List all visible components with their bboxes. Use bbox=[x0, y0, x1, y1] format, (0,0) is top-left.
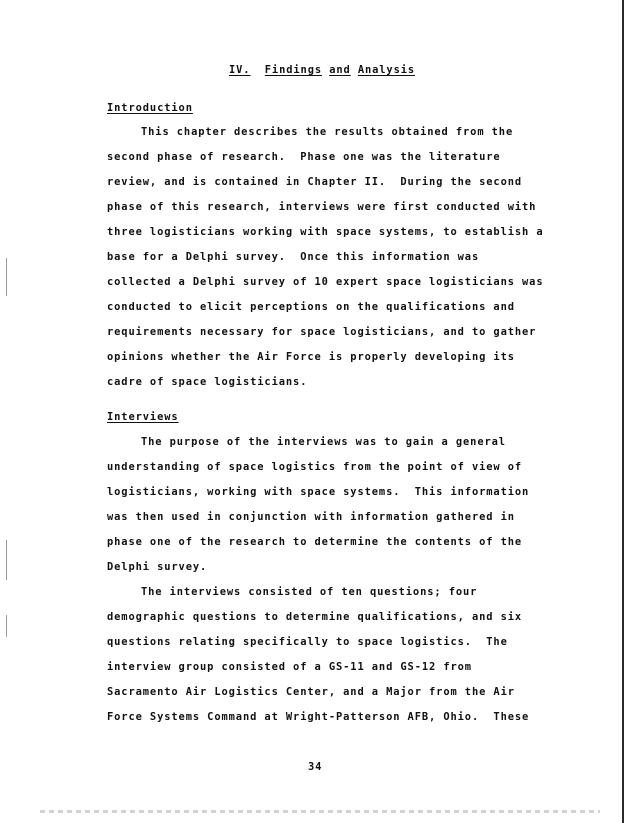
paragraph-line: collected a Delphi survey of 10 expert space logisticians was bbox=[107, 276, 544, 288]
chapter-title bbox=[229, 63, 415, 77]
chapter-numeral: IV. bbox=[229, 64, 251, 76]
paragraph-line: requirements necessary for space logisticians, and to gather bbox=[107, 326, 537, 338]
paragraph-line: Force Systems Command at Wright-Patterson AFB, Ohio. These bbox=[107, 711, 530, 723]
paragraph-line: Sacramento Air Logistics Center, and a Major from the Air bbox=[107, 686, 515, 698]
paragraph-line: three logisticians working with space systems, to establish a bbox=[107, 226, 544, 238]
section-heading: Introduction bbox=[107, 102, 193, 114]
paragraph-line: Delphi survey. bbox=[107, 561, 208, 573]
title-word-analysis: Analysis bbox=[357, 64, 416, 76]
paragraph-line: This chapter describes the results obtained from the bbox=[141, 126, 514, 138]
paragraph-line: questions relating specifically to space logistics. The bbox=[107, 636, 508, 648]
page-edge-line bbox=[622, 0, 624, 823]
paragraph-line: phase of this research, interviews were first conducted with bbox=[107, 201, 537, 213]
section-heading: Interviews bbox=[107, 411, 179, 423]
paragraph-line: base for a Delphi survey. Once this information was bbox=[107, 251, 480, 263]
title-word-and: and bbox=[329, 64, 351, 76]
paragraph-line: logisticians, working with space systems. This information bbox=[107, 486, 530, 498]
paragraph-line: cadre of space logisticians. bbox=[107, 376, 308, 388]
paragraph-line: phase one of the research to determine the contents of the bbox=[107, 536, 523, 548]
scan-margin-mark bbox=[6, 540, 7, 580]
scan-margin-mark bbox=[6, 615, 7, 637]
title-word-findings: Findings bbox=[264, 64, 323, 76]
paragraph-line: second phase of research. Phase one was the literature bbox=[107, 151, 501, 163]
paragraph-line: interview group consisted of a GS-11 and GS-12 from bbox=[107, 661, 472, 673]
scan-margin-mark bbox=[6, 258, 7, 296]
paragraph-line: understanding of space logistics from the point of view of bbox=[107, 461, 523, 473]
paragraph-line: demographic questions to determine qualifications, and six bbox=[107, 611, 523, 623]
paragraph-line: review, and is contained in Chapter II. During the second bbox=[107, 176, 523, 188]
scan-bottom-artifact bbox=[40, 810, 600, 813]
page-number: 34 bbox=[308, 761, 323, 773]
paragraph-line: conducted to elicit perceptions on the qualifications and bbox=[107, 301, 515, 313]
paragraph-line: The purpose of the interviews was to gain a general bbox=[141, 436, 506, 448]
paragraph-line: opinions whether the Air Force is properly developing its bbox=[107, 351, 515, 363]
paragraph-line: The interviews consisted of ten questions; four bbox=[141, 586, 478, 598]
paragraph-line: was then used in conjunction with information gathered in bbox=[107, 511, 515, 523]
